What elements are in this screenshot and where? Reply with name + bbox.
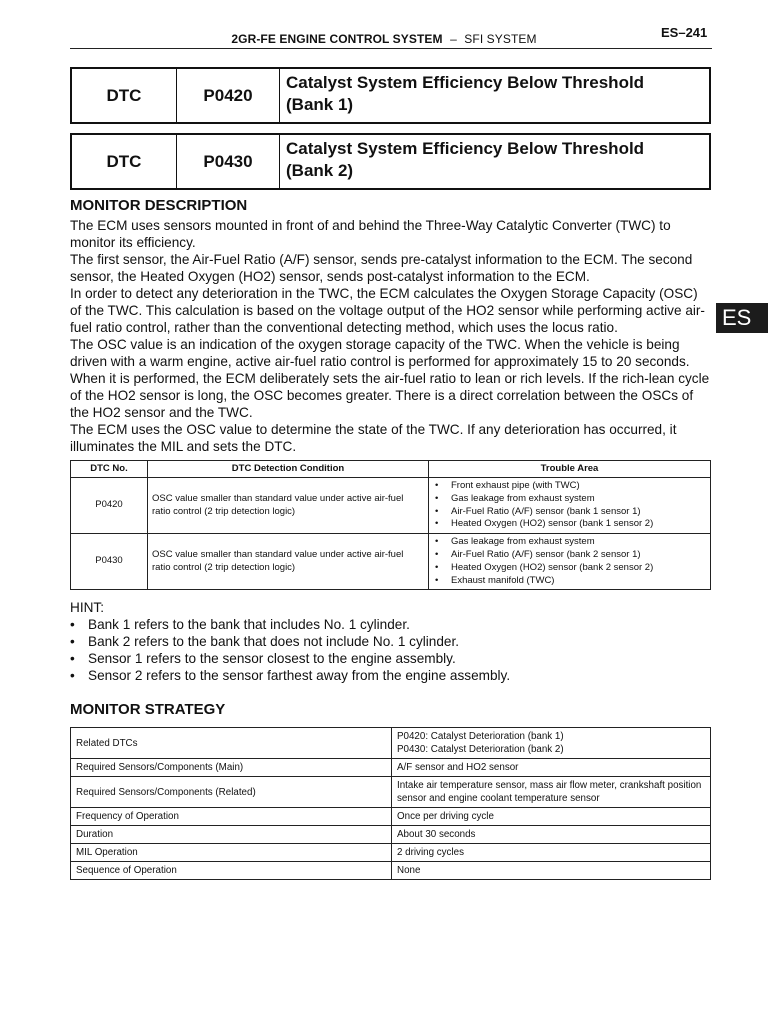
hint-item: • Bank 1 refers to the bank that includes No. 1 cylinder. — [70, 616, 712, 633]
dtc-box-p0420 — [70, 67, 711, 124]
dtc-title — [280, 135, 709, 188]
table-header-row — [71, 461, 711, 478]
header-dash: – — [450, 32, 457, 46]
running-header — [0, 32, 768, 46]
monitor-strategy-heading: MONITOR STRATEGY — [70, 701, 226, 718]
column-header: DTC Detection Condition — [148, 461, 429, 478]
strategy-key-cell: Required Sensors/Components (Related) — [71, 777, 392, 808]
section-side-tab: ES — [716, 303, 768, 333]
description-paragraph: The OSC value is an indication of the oxygen storage capacity of the TWC. When the vehicle is being driven with a warm engine, active air-fuel ratio control is performed for approximately 15 to 20 seconds. When it is performed, the ECM deliberately sets the air-fuel ratio to lean or rich levels. If the rich-lean cycle of the HO2 sensor is long, the OSC becomes greater. There is a direct correlation between the OSCs of the HO2 sensor and the TWC. — [70, 337, 710, 420]
strategy-value-cell — [392, 759, 711, 777]
dtc-number-cell: P0430 — [71, 534, 148, 590]
strategy-value-cell — [392, 728, 711, 759]
dtc-label: DTC — [72, 69, 177, 122]
column-header: DTC No. — [71, 461, 148, 478]
hint-item: • Sensor 2 refers to the sensor farthest away from the engine assembly. — [70, 667, 712, 684]
strategy-value-line: 2 driving cycles — [397, 847, 464, 858]
dtc-code: P0420 — [177, 69, 280, 122]
trouble-area-item: • Exhaust manifold (TWC) — [433, 575, 706, 588]
description-paragraph: The ECM uses the OSC value to determine the state of the TWC. If any deterioration has occurred, it illuminates the MIL and sets the DTC. — [70, 422, 677, 454]
trouble-area-cell — [429, 534, 711, 590]
dtc-trouble-table — [70, 460, 711, 590]
strategy-value-line: About 30 seconds — [397, 829, 476, 840]
strategy-value-cell — [392, 862, 711, 880]
hint-block — [70, 599, 712, 684]
description-paragraph: In order to detect any deterioration in the TWC, the ECM calculates the Oxygen Storage Capacity (OSC) of the TWC. This calculation is based on the voltage output of the HO2 sensor while performing active air-fuel ratio control, rather than the conventional detecting method, which uses the locus ratio. — [70, 286, 705, 335]
dtc-code: P0430 — [177, 135, 280, 188]
strategy-key-cell: MIL Operation — [71, 844, 392, 862]
dtc-title-line: Catalyst System Efficiency Below Threshold — [286, 139, 645, 158]
trouble-area-item: • Heated Oxygen (HO2) sensor (bank 2 sensor 2) — [433, 562, 706, 575]
dtc-title-line: (Bank 2) — [286, 161, 354, 180]
strategy-value-cell — [392, 777, 711, 808]
strategy-value-line: P0430: Catalyst Deterioration (bank 2) — [397, 744, 564, 755]
strategy-value-line: Once per driving cycle — [397, 811, 494, 822]
monitor-strategy-table — [70, 727, 711, 880]
page-number: ES–241 — [661, 25, 708, 40]
strategy-value-cell — [392, 826, 711, 844]
strategy-value-line: sensor and engine coolant temperature sensor — [397, 793, 600, 804]
detection-condition-cell: OSC value smaller than standard value under active air-fuel ratio control (2 trip detection logic) — [148, 478, 429, 534]
hint-item: • Bank 2 refers to the bank that does not include No. 1 cylinder. — [70, 633, 712, 650]
column-header: Trouble Area — [429, 461, 711, 478]
table-row — [71, 478, 711, 534]
subsystem-title: SFI SYSTEM — [464, 32, 537, 46]
strategy-value-cell — [392, 808, 711, 826]
dtc-label: DTC — [72, 135, 177, 188]
hint-label: HINT: — [70, 600, 104, 615]
dtc-title-line: Catalyst System Efficiency Below Threshold — [286, 73, 645, 92]
strategy-value-cell — [392, 844, 711, 862]
system-title: 2GR-FE ENGINE CONTROL SYSTEM — [231, 32, 443, 46]
monitor-description-body — [70, 217, 712, 455]
dtc-title-line: (Bank 1) — [286, 95, 354, 114]
strategy-key-cell: Related DTCs — [71, 728, 392, 759]
strategy-value-line: None — [397, 865, 421, 876]
strategy-key-cell: Required Sensors/Components (Main) — [71, 759, 392, 777]
strategy-value-line: Intake air temperature sensor, mass air flow meter, crankshaft position — [397, 780, 702, 791]
trouble-area-cell — [429, 478, 711, 534]
table-row — [71, 534, 711, 590]
table-row — [71, 826, 711, 844]
table-row — [71, 808, 711, 826]
table-row — [71, 844, 711, 862]
trouble-area-item: • Air-Fuel Ratio (A/F) sensor (bank 1 sensor 1) — [433, 506, 706, 519]
dtc-title — [280, 69, 709, 122]
dtc-box-p0430 — [70, 133, 711, 190]
table-row — [71, 777, 711, 808]
monitor-description-heading: MONITOR DESCRIPTION — [70, 197, 248, 214]
header-rule — [70, 48, 712, 49]
trouble-area-item: • Air-Fuel Ratio (A/F) sensor (bank 2 sensor 1) — [433, 549, 706, 562]
strategy-key-cell: Sequence of Operation — [71, 862, 392, 880]
table-row — [71, 728, 711, 759]
description-paragraph: The first sensor, the Air-Fuel Ratio (A/F) sensor, sends pre-catalyst information to the ECM. The second sensor, the Heated Oxygen (HO2) sensor, sends post-catalyst information to the ECM. — [70, 252, 693, 284]
hint-item: • Sensor 1 refers to the sensor closest to the engine assembly. — [70, 650, 712, 667]
trouble-area-item: • Heated Oxygen (HO2) sensor (bank 1 sensor 2) — [433, 518, 706, 531]
trouble-area-item: • Gas leakage from exhaust system — [433, 493, 706, 506]
detection-condition-cell: OSC value smaller than standard value under active air-fuel ratio control (2 trip detection logic) — [148, 534, 429, 590]
strategy-value-line: P0420: Catalyst Deterioration (bank 1) — [397, 731, 564, 742]
trouble-area-item: • Front exhaust pipe (with TWC) — [433, 480, 706, 493]
table-row — [71, 759, 711, 777]
strategy-value-line: A/F sensor and HO2 sensor — [397, 762, 519, 773]
dtc-number-cell: P0420 — [71, 478, 148, 534]
strategy-key-cell: Duration — [71, 826, 392, 844]
strategy-key-cell: Frequency of Operation — [71, 808, 392, 826]
table-row — [71, 862, 711, 880]
description-paragraph: The ECM uses sensors mounted in front of and behind the Three-Way Catalytic Converter (TWC) to monitor its efficiency. — [70, 218, 671, 250]
trouble-area-item: • Gas leakage from exhaust system — [433, 536, 706, 549]
